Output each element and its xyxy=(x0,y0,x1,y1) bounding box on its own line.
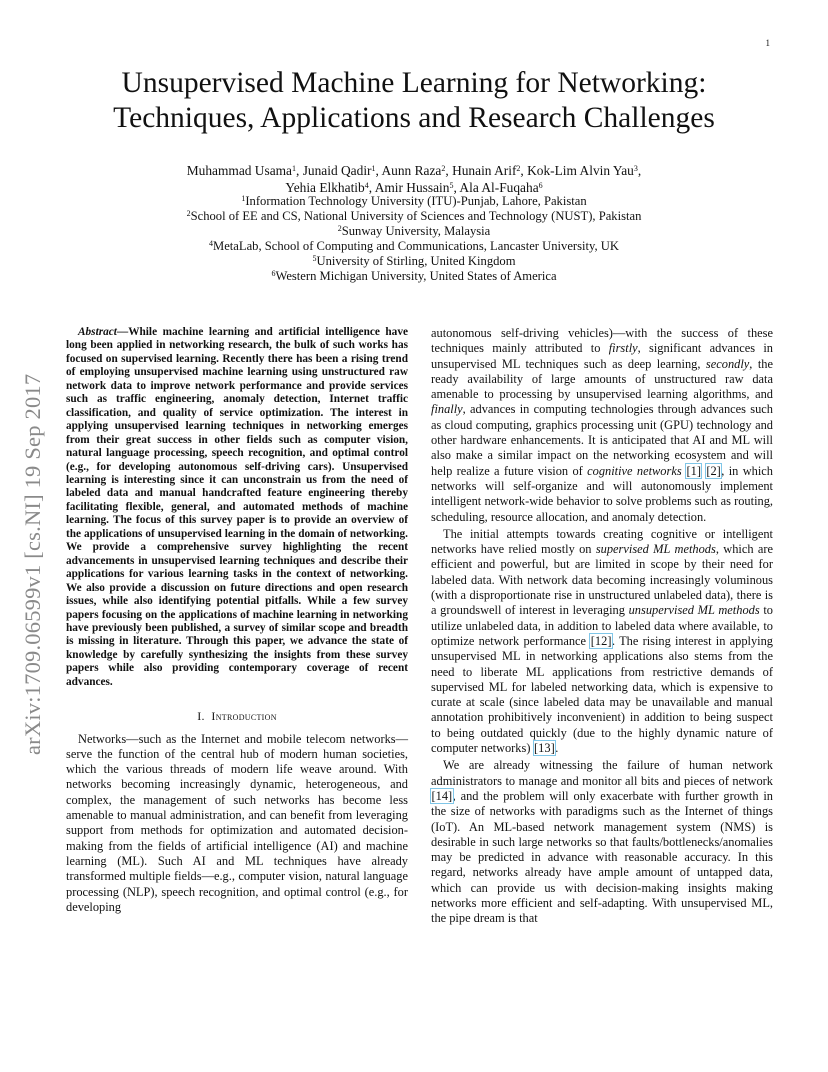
author-separator: , xyxy=(637,163,642,178)
section-title: Introduction xyxy=(211,709,277,724)
author-affiliation-mark: 2 xyxy=(516,164,521,173)
affiliation-mark: 2 xyxy=(186,209,191,218)
affiliation-text: Sunway University, Malaysia xyxy=(341,224,491,238)
arxiv-identifier-stamp[interactable]: arXiv:1709.06599v1 [cs.NI] 19 Sep 2017 xyxy=(20,373,45,755)
text-run: , in which networks will self-organize and will autonomously implement intelligent network-wide behavior to solve problems such as routing, scheduling, resource allocation, and anomaly detection. xyxy=(431,463,773,524)
author-list xyxy=(60,162,768,196)
author-separator: , xyxy=(445,163,453,178)
affiliation-text: University of Stirling, United Kingdom xyxy=(316,254,516,268)
author-separator: , xyxy=(368,180,375,195)
author-separator: , xyxy=(520,163,528,178)
affiliation-mark: 1 xyxy=(241,194,246,203)
citation-link[interactable]: [1] xyxy=(686,463,701,478)
author: Aunn Raza xyxy=(381,163,442,178)
citation-link[interactable]: [14] xyxy=(431,788,453,803)
paper-title xyxy=(40,66,788,136)
emphasis: firstly xyxy=(608,341,638,356)
citation-link[interactable]: [2] xyxy=(706,463,721,478)
citation-link[interactable]: [13] xyxy=(534,741,555,756)
affiliation-mark: 6 xyxy=(271,269,276,278)
text-run: , which are efficient and powerful, but are limited in scope by their need for labeled data. With network data becoming increasingly voluminous (with a disproportionate rise in unstructured unlabeled data), there is a groundswell of interest in leveraging xyxy=(431,542,773,618)
abstract-label: Abstract xyxy=(78,326,117,338)
affiliation-mark: 2 xyxy=(337,224,342,233)
affiliation xyxy=(60,209,768,224)
body-paragraph xyxy=(431,326,773,525)
intro-paragraph: Networks—such as the Internet and mobile telecom networks—serve the function of the central hub of modern human societies, which the various threads of modern life weave around. With networks becoming increasingly dynamic, heterogeneous, and complex, the management of such networks has become less amenable to manual administration, and can benefit from leveraging support from methods for optimization and automated decision-making from the fields of artificial intelligence (AI) and machine learning (ML). Such AI and ML techniques have already transformed multiple fields—e.g., computer vision, natural language processing (NLP), speech recognition, and optimal control (e.g., for developing xyxy=(66,731,408,914)
text-run: , and the problem will only exacerbate with further growth in the size of networks with paradigms such as the Internet of things (IoT). An ML-based network management system (NMS) is desirable in such large networks so that faults/bottlenecks/anomalies may be predicted in advance with reasonable accuracy. In this regard, networks already have ample amount of untapped data, which can provide us with decision-making insights making networks more efficient and self-adapting. With unsupervised ML, the pipe dream is that xyxy=(431,788,773,926)
abstract xyxy=(66,326,408,689)
text-run: , significant advances in unsupervised ML techniques such as deep learning, xyxy=(431,341,773,371)
body-paragraph xyxy=(431,527,773,756)
affiliation-text: Western Michigan University, United States of America xyxy=(275,269,557,283)
left-column xyxy=(66,326,408,915)
text-run: , advances in computing technologies through advances such as cloud computing, graphics processing unit (GPU) technology and other hardware enhancements. It is anticipated that AI and ML will also make a similar impact on the networking ecosystem and will help realize a future vision of xyxy=(431,402,773,478)
affiliation-text: School of EE and CS, National University of Sciences and Technology (NUST), Pakistan xyxy=(190,209,642,223)
author-affiliation-mark: 1 xyxy=(371,164,376,173)
right-column xyxy=(431,326,773,927)
page-number: 1 xyxy=(765,38,770,48)
affiliation-text: MetaLab, School of Computing and Communications, Lancaster University, UK xyxy=(213,239,619,253)
affiliation xyxy=(60,194,768,209)
author: Yehia Elkhatib xyxy=(285,180,365,195)
author-affiliation-mark: 6 xyxy=(538,181,543,190)
abstract-text: —While machine learning and artificial intelligence have long been applied in networking research, the bulk of such works has focused on supervised learning. Recently there has been a rising trend of employing unsupervised machine learning using unstructured raw network data to improve network performance and provide services such as traffic engineering, anomaly detection, Internet traffic classification, and quality of service optimization. The interest in applying unsupervised learning techniques in networking emerges from their great success in other fields such as computer vision, natural language processing, speech recognition, and optimal control (e.g., for developing autonomous self-driving cars). Unsupervised learning is interesting since it can unconstrain us from the need of labeled data and manual handcrafted feature engineering thereby facilitating flexible, general, and automated methods of machine learning. The focus of this survey paper is to provide an overview of the applications of unsupervised learning in the domain of networking. We provide a comprehensive survey highlighting the recent advancements in unsupervised learning techniques and describe their applications for various learning tasks in the context of networking. We also provide a discussion on future directions and open research issues, while also identifying potential pitfalls. While a few survey papers focusing on the applications of machine learning in networking have previously been published, a survey of similar scope and breadth is missing in literature. Through this paper, we advance the state of knowledge by carefully synthesizing the insights from these survey papers while also providing contemporary coverage of recent advances. xyxy=(66,326,408,688)
affiliation-list xyxy=(60,194,768,284)
text-run: autonomous self-driving vehicles)—with the success of these techniques mainly attributed to xyxy=(431,326,773,356)
author-affiliation-mark: 3 xyxy=(633,164,638,173)
affiliation-text: Information Technology University (ITU)-Punjab, Lahore, Pakistan xyxy=(245,194,587,208)
affiliation-mark: 5 xyxy=(312,254,317,263)
affiliation xyxy=(60,224,768,239)
title-line-2: Techniques, Applications and Research Challenges xyxy=(113,102,715,134)
emphasis: supervised ML methods xyxy=(595,542,716,557)
author: Muhammad Usama xyxy=(186,163,292,178)
text-run: The initial attempts towards creating cognitive or intelligent networks have relied mostly on xyxy=(431,526,773,557)
emphasis: unsupervised ML methods xyxy=(628,603,760,618)
author: Junaid Qadir xyxy=(302,163,372,178)
affiliation-mark: 4 xyxy=(209,239,214,248)
author-affiliation-mark: 1 xyxy=(292,164,296,173)
text-run: . The rising interest in applying unsupervised ML in networking applications also stems from the need to liberate ML applications from restrictive demands of supervised ML for labeled networking data, which is expensive to curate at scale (since labeled data may be unavailable and manual annotation prohibitively inconvenient) in addition to being suspect to being outdated quickly (due to the highly dynamic nature of computer networks) xyxy=(431,633,773,756)
author-affiliation-mark: 2 xyxy=(441,164,446,173)
emphasis: secondly xyxy=(705,356,750,371)
author: Ala Al-Fuqaha xyxy=(459,180,539,195)
author-separator: , xyxy=(375,163,382,178)
affiliation xyxy=(60,239,768,254)
author: Hunain Arif xyxy=(452,163,517,178)
affiliation xyxy=(60,254,768,269)
text-run: , the ready availability of large amounts of unstructured raw data amenable to processing by unsupervised learning algorithms, and xyxy=(431,356,773,402)
emphasis: cognitive networks xyxy=(587,463,682,478)
author-separator: , xyxy=(296,163,303,178)
author: Amir Hussain xyxy=(374,180,450,195)
body-paragraph xyxy=(431,758,773,926)
author-line-1 xyxy=(60,162,768,179)
author-affiliation-mark: 4 xyxy=(364,181,369,190)
title-line-1: Unsupervised Machine Learning for Networking: xyxy=(121,67,707,99)
citation-link[interactable]: [12] xyxy=(590,633,612,648)
text-run: . xyxy=(555,741,559,756)
affiliation xyxy=(60,269,768,284)
section-number: I. xyxy=(197,709,205,724)
text-run: We are already witnessing the failure of human network administrators to manage and monitor all bits and pieces of network xyxy=(431,758,773,788)
section-heading-introduction xyxy=(66,709,408,724)
author: Kok-Lim Alvin Yau xyxy=(527,163,634,178)
emphasis: finally xyxy=(431,402,463,417)
author-affiliation-mark: 5 xyxy=(449,181,454,190)
author-separator: , xyxy=(453,180,460,195)
text-run: to utilize unlabeled data, in addition to labeled data where available, to optimize network performance xyxy=(431,603,773,648)
